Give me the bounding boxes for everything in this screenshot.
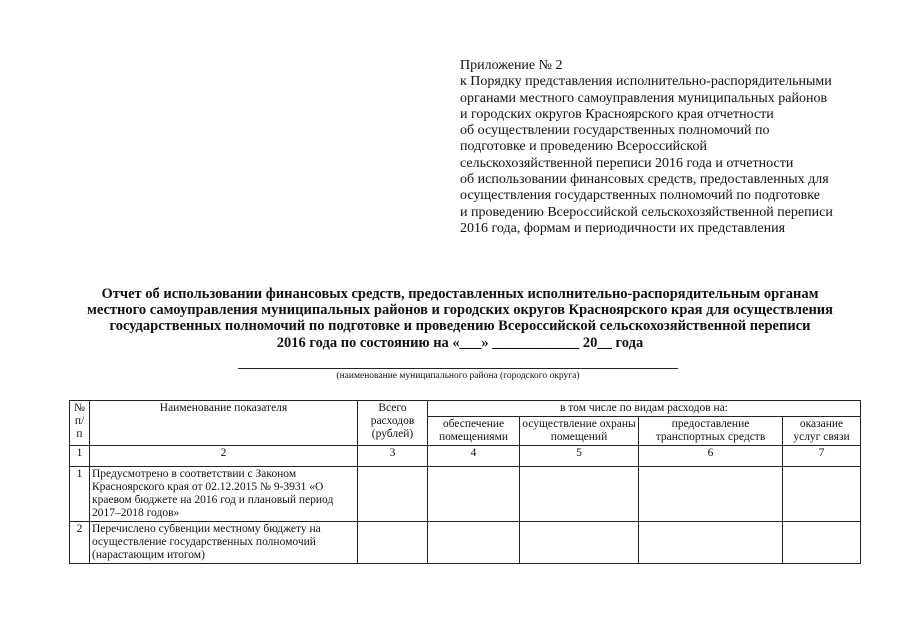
header-name: Наименование показателя <box>90 401 358 446</box>
transport-cell <box>639 467 783 522</box>
column-number: 3 <box>358 446 428 467</box>
row-number: 1 <box>70 467 90 522</box>
header-group: в том числе по видам расходов на: <box>428 401 861 417</box>
title-line: 2016 года по состоянию на «___» ____________ 20__ года <box>276 334 644 351</box>
report-title <box>40 286 880 351</box>
transport-cell <box>639 522 783 564</box>
header-security: осуществление охраны помещений <box>520 417 639 446</box>
appendix-note <box>460 58 880 237</box>
appendix-line: и проведению Всероссийской сельскохозяйственной переписи <box>460 204 833 220</box>
communication-cell <box>783 522 861 564</box>
row-name: Перечислено субвенции местному бюджету на осуществление государственных полномочий (нарастающим итогом) <box>90 522 358 564</box>
column-numbers-row <box>70 446 861 467</box>
column-number: 1 <box>70 446 90 467</box>
municipality-caption: (наименование муниципального района (городского округа) <box>336 371 580 381</box>
security-cell <box>520 522 639 564</box>
premises-cell <box>428 467 520 522</box>
header-communication: оказание услуг связи <box>783 417 861 446</box>
column-number: 5 <box>520 446 639 467</box>
appendix-line: об осуществлении государственных полномочий по <box>460 123 770 139</box>
column-number: 2 <box>90 446 358 467</box>
appendix-line: к Порядку представления исполнительно-распорядительными <box>460 74 832 90</box>
table-row <box>70 522 861 564</box>
total-cell <box>358 467 428 522</box>
row-number: 2 <box>70 522 90 564</box>
premises-cell <box>428 522 520 564</box>
appendix-line: об использовании финансовых средств, предоставленных для <box>460 172 829 188</box>
report-table <box>69 400 861 564</box>
header-total: Всего расходов (рублей) <box>358 401 428 446</box>
security-cell <box>520 467 639 522</box>
column-number: 6 <box>639 446 783 467</box>
appendix-line: органами местного самоуправления муниципальных районов <box>460 90 828 106</box>
appendix-line: подготовке и проведению Всероссийской <box>460 139 707 155</box>
communication-cell <box>783 467 861 522</box>
appendix-line: 2016 года, формам и периодичности их представления <box>460 220 786 236</box>
appendix-line: Приложение № 2 <box>460 58 563 73</box>
table-row <box>70 467 861 522</box>
municipality-name-line <box>238 368 678 369</box>
header-premises: обеспечение помещениями <box>428 417 520 446</box>
row-name: Предусмотрено в соответствии с Законом Красноярского края от 02.12.2015 № 9-3931 «О краевом бюджете на 2016 год и плановый период 2017–2018 годов» <box>90 467 358 522</box>
appendix-line: и городских округов Красноярского края отчетности <box>460 106 774 122</box>
total-cell <box>358 522 428 564</box>
column-number: 4 <box>428 446 520 467</box>
title-line: местного самоуправления муниципальных районов и городских округов Красноярского края для осуществления <box>87 302 833 319</box>
appendix-line: сельскохозяйственной переписи 2016 года и отчетности <box>460 155 794 171</box>
appendix-line: осуществления государственных полномочий по подготовке <box>460 188 820 204</box>
header-transport: предоставление транспортных средств <box>639 417 783 446</box>
column-number: 7 <box>783 446 861 467</box>
title-line: государственных полномочий по подготовке и проведению Всероссийской сельскохозяйственной переписи <box>109 318 811 335</box>
header-num: № п/п <box>70 401 90 446</box>
title-line: Отчет об использовании финансовых средств, предоставленных исполнительно-распорядительным органам <box>101 286 819 302</box>
